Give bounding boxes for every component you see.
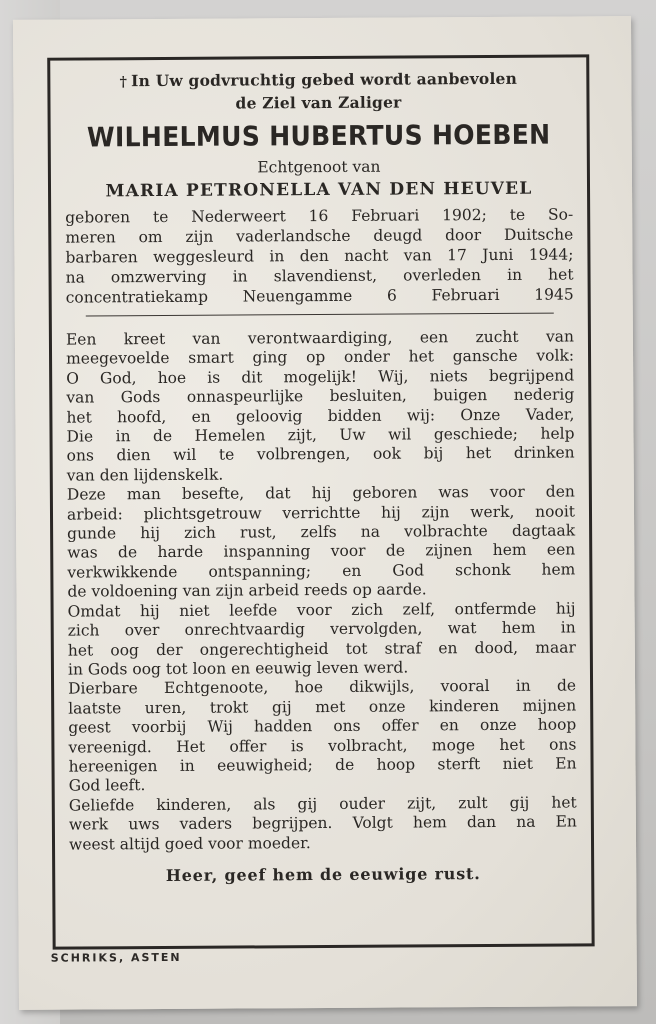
text-line: Omdat hij niet leefde voor zich zelf, ontfermde hij [67,599,576,621]
text-line: Die in de Hemelen zijt, Uw wil geschiede; help [66,424,575,446]
text-line: God leeft. [68,776,146,795]
bio-line: geboren te Nederweert 16 Februari 1902; te So- [65,205,574,227]
deceased-name: WILHELMUS HUBERTUS HOEBEN [86,119,551,154]
divider [86,313,554,317]
text-line: vereenigd. Het offer is volbracht, moge het ons [68,734,577,757]
text-line: weest altijd goed voor moeder. [68,833,311,854]
text-line: O God, hoe is dit mogelijk! Wij, niets begrijpend [66,366,575,388]
text-line: gunde hij zich rust, zelfs na volbrachte dagtaak [67,521,576,543]
text-line: Geliefde kinderen, als gij ouder zijt, zult gij het [68,793,577,815]
bio-line: concentratiekamp Neuengamme 6 Februari 1945 [65,285,574,307]
text-line: van Gods onnaspeurlijke besluiten, buigen nederig [66,385,575,407]
text-line: het hoofd, en geloovig bidden wij: Onze Vader, [66,405,575,427]
invocation [64,67,572,114]
text-line: arbeid: plichtsgetrouw verrichtte hij zijn werk, nooit [66,502,576,524]
text-line: van den lijdenskelk. [66,465,224,485]
printer-imprint: SCHRIKS, ASTEN [50,950,182,965]
invocation-line-1: In Uw godvruchtig gebed wordt aanbevolen [131,68,518,91]
card-border-frame [47,54,594,949]
memorial-text [66,327,577,854]
bio-line: meren om zijn vaderlandsche deugd door Duitsche [65,225,574,247]
cross-icon: † [119,74,128,91]
memorial-card [13,16,637,1010]
text-line: meegevoelde smart ging op onder het gansche volk: [65,346,575,368]
biography [65,204,574,307]
text-line: de voldoening van zijn arbeid reeds op aarde. [67,580,427,601]
text-line: het oog der ongerechtigheid tot straf en dood, maar [67,637,576,660]
spouse-name: MARIA PETRONELLA VAN DEN HEUVEL [105,178,533,202]
text-line: Dierbare Echtgenoote, hoe dikwijls, vooral in de [68,676,577,698]
closing-prayer: Heer, geef hem de eeuwige rust. [165,864,481,885]
text-line: in Gods oog tot loon en eeuwig leven werd. [67,658,409,679]
text-line: hereenigen in eeuwigheid; de hoop sterft niet En [68,754,577,776]
text-line: ons dien wil te volbrengen, ook bij het drinken [66,443,575,466]
text-line: zich over onrechtvaardig vervolgden, wat hem in [67,618,576,640]
text-line: Een kreet van verontwaardiging, een zucht van [65,327,574,349]
spouse-label: Echtgenoot van [257,157,381,177]
text-line: was de harde inspanning voor de zijnen hem een [67,540,576,563]
text-line: Deze man besefte, dat hij geboren was voor den [66,482,575,504]
text-line: werk uws vaders begrijpen. Volgt hem dan na En [68,812,577,834]
bio-line: na omzwerving in slavendienst, overleden in het [65,265,574,287]
card-content [64,67,577,938]
invocation-line-2: de Ziel van Zaliger [235,92,402,113]
text-line: verkwikkende ontspanning; en God schonk hem [67,560,576,582]
text-line: laatste uren, trokt gij met onze kinderen mijnen [68,696,577,718]
bio-line: barbaren weggesleurd in den nacht van 17 Juni 1944; [65,245,574,267]
text-line: geest voorbij Wij hadden ons offer en onze hoop [68,715,577,737]
